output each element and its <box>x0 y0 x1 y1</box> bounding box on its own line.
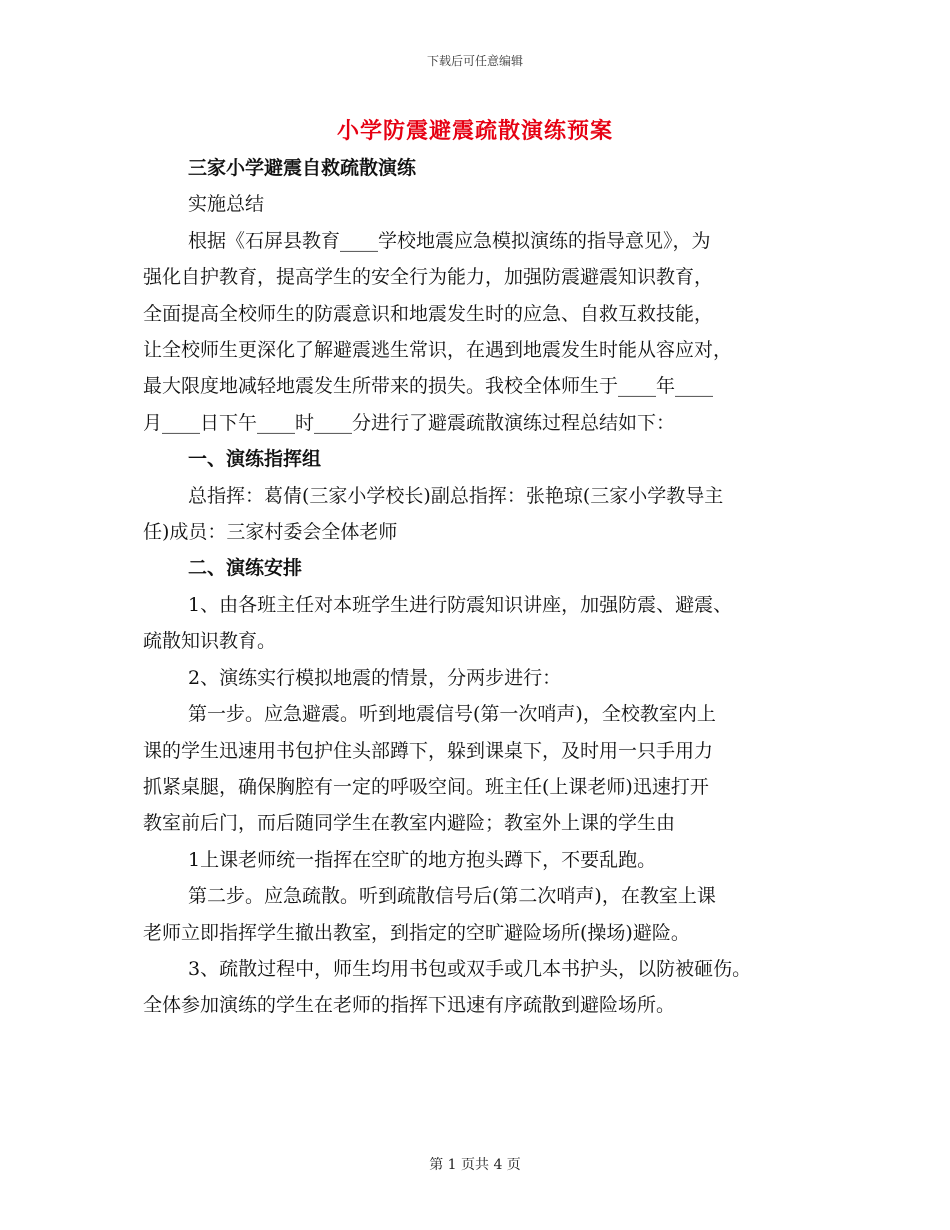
text-line: 最大限度地减轻地震发生所带来的损失。我校全体师生于____年____ <box>143 375 714 398</box>
text-line: 1上课老师统一指挥在空旷的地方抱头蹲下，不要乱跑。 <box>188 848 657 871</box>
section-heading: 二、演练安排 <box>188 557 303 580</box>
text-line: 实施总结 <box>188 193 265 216</box>
text-line: 2、演练实行模拟地震的情景，分两步进行： <box>188 666 562 689</box>
text-line: 任)成员：三家村委会全体老师 <box>143 521 398 544</box>
header-note: 下载后可任意编辑 <box>426 54 523 68</box>
text-line: 抓紧桌腿，确保胸腔有一定的呼吸空间。班主任(上课老师)迅速打开 <box>143 775 709 798</box>
page-footer: 第 1 页共 4 页 <box>429 1157 521 1173</box>
text-line: 全面提高全校师生的防震意识和地震发生时的应急、自救互救技能， <box>143 302 714 325</box>
document-body <box>143 150 833 1024</box>
section-heading: 一、演练指挥组 <box>188 448 322 471</box>
section-heading: 三家小学避震自救疏散演练 <box>188 157 417 179</box>
text-line: 3、疏散过程中，师生均用书包或双手或几本书护头，以防被砸伤。 <box>188 957 752 980</box>
text-line: 全体参加演练的学生在老师的指挥下迅速有序疏散到避险场所。 <box>143 994 676 1017</box>
text-line: 1、由各班主任对本班学生进行防震知识讲座，加强防震、避震、 <box>188 593 733 616</box>
text-line: 月____日下午____时____分进行了避震疏散演练过程总结如下： <box>143 411 676 434</box>
text-line: 让全校师生更深化了解避震逃生常识，在遇到地震发生时能从容应对， <box>143 339 733 362</box>
text-line: 强化自护教育，提高学生的安全行为能力，加强防震避震知识教育， <box>143 266 714 289</box>
text-line: 课的学生迅速用书包护住头部蹲下，躲到课桌下，及时用一只手用力 <box>143 739 714 762</box>
text-line: 老师立即指挥学生撤出教室，到指定的空旷避险场所(操场)避险。 <box>143 921 690 944</box>
text-line: 总指挥：葛倩(三家小学校长)副总指挥：张艳琼(三家小学教导主 <box>188 484 724 507</box>
text-line: 根据《石屏县教育____学校地震应急模拟演练的指导意见》，为 <box>188 229 711 252</box>
text-line: 第一步。应急避震。听到地震信号(第一次哨声)，全校教室内上 <box>188 703 716 726</box>
text-line: 第二步。应急疏散。听到疏散信号后(第二次哨声)，在教室上课 <box>188 885 716 908</box>
text-line: 教室前后门，而后随同学生在教室内避险；教室外上课的学生由 <box>143 812 676 835</box>
text-line: 疏散知识教育。 <box>143 630 277 653</box>
document-title: 小学防震避震疏散演练预案 <box>336 118 613 144</box>
